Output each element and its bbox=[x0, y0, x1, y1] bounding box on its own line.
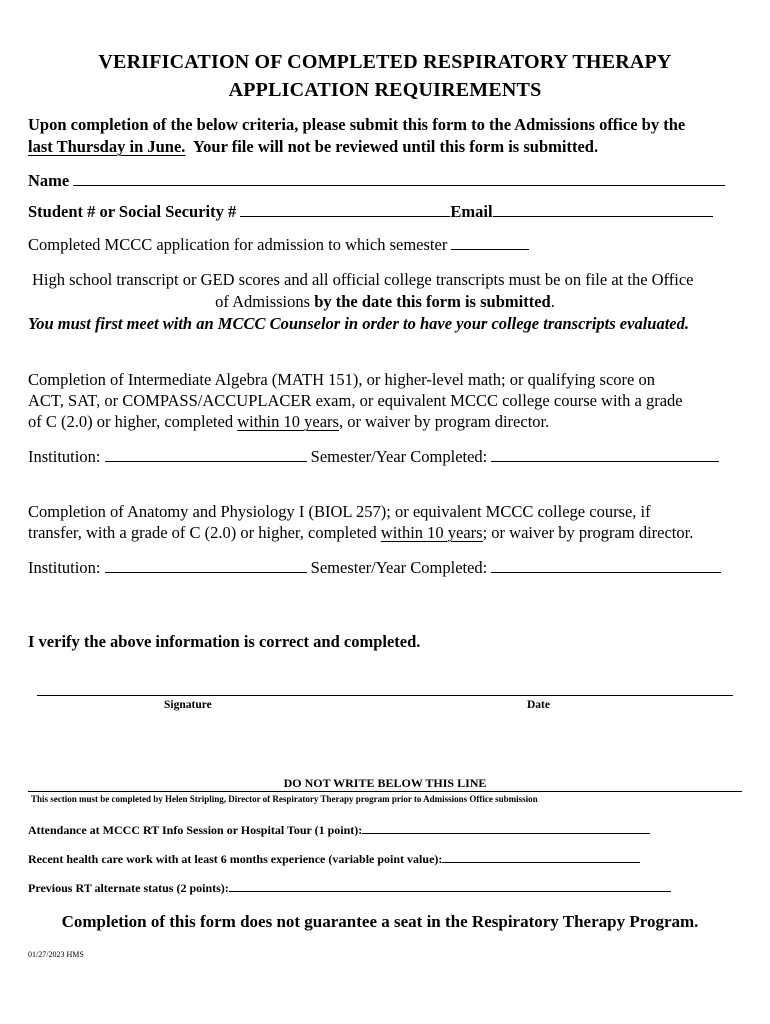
signature-date-line[interactable] bbox=[37, 695, 733, 696]
math-line-3 bbox=[28, 412, 549, 432]
transcripts-line-2-c: . bbox=[550, 292, 555, 311]
math-semester-field[interactable] bbox=[491, 447, 719, 462]
student-number-label: Student # or Social Security # bbox=[28, 202, 241, 221]
math-within-10-years: within 10 years bbox=[237, 412, 339, 431]
alternate-row bbox=[28, 880, 671, 896]
transcripts-deadline-text: by the date this form is submitted bbox=[314, 292, 551, 311]
email-field[interactable] bbox=[493, 202, 713, 217]
anatomy-semester-label: Semester/Year Completed: bbox=[306, 558, 492, 577]
transcripts-line-1: High school transcript or GED scores and all official college transcripts must be on file at the Office bbox=[32, 270, 694, 289]
anatomy-institution-row bbox=[28, 558, 721, 578]
anatomy-line-2-c: ; or waiver by program director. bbox=[482, 523, 694, 542]
anatomy-line-1: Completion of Anatomy and Physiology I (BIOL 257); or equivalent MCCC college course, if bbox=[28, 502, 651, 521]
anatomy-institution-label: Institution: bbox=[28, 558, 105, 577]
name-label: Name bbox=[28, 171, 74, 190]
math-line-3-c: , or waiver by program director. bbox=[338, 412, 550, 431]
student-number-field[interactable] bbox=[240, 202, 450, 217]
anatomy-semester-field[interactable] bbox=[491, 558, 721, 573]
alternate-label: Previous RT alternate status (2 points): bbox=[28, 881, 229, 895]
healthcare-row bbox=[28, 851, 640, 867]
disclaimer: Completion of this form does not guarantee a seat in the Respiratory Therapy Program. bbox=[61, 912, 699, 931]
intro-line-1: Upon completion of the below criteria, please submit this form to the Admissions office by the bbox=[28, 115, 686, 134]
intro-line-2-rest: Your file will not be reviewed until this form is submitted. bbox=[185, 137, 599, 156]
form-title-line-2: APPLICATION REQUIREMENTS bbox=[228, 79, 542, 101]
footer-code: 01/27/2023 HMS bbox=[28, 950, 84, 959]
deadline-text: last Thursday in June. bbox=[28, 137, 186, 156]
attendance-field[interactable] bbox=[362, 822, 650, 834]
attendance-label: Attendance at MCCC RT Info Session or Hospital Tour (1 point): bbox=[28, 823, 363, 837]
office-section-note: This section must be completed by Helen Stripling, Director of Respiratory Therapy program prior to Admissions Office submission bbox=[31, 794, 538, 804]
math-institution-label: Institution: bbox=[28, 447, 105, 466]
name-field[interactable] bbox=[73, 171, 725, 186]
math-line-3-a: of C (2.0) or higher, completed bbox=[28, 412, 238, 431]
verify-statement: I verify the above information is correct and completed. bbox=[28, 632, 421, 651]
form-title-line-1: VERIFICATION OF COMPLETED RESPIRATORY THERAPY bbox=[98, 51, 672, 73]
math-semester-label: Semester/Year Completed: bbox=[306, 447, 492, 466]
anatomy-line-2 bbox=[28, 523, 693, 543]
anatomy-line-2-a: transfer, with a grade of C (2.0) or higher, completed bbox=[28, 523, 381, 542]
anatomy-within-10-years: within 10 years bbox=[380, 523, 483, 542]
email-label: Email bbox=[450, 202, 493, 221]
signature-label: Signature bbox=[164, 699, 212, 711]
anatomy-institution-field[interactable] bbox=[105, 558, 307, 573]
name-row bbox=[28, 171, 725, 191]
transcripts-line-2 bbox=[0, 292, 770, 312]
student-email-row bbox=[28, 202, 713, 222]
math-line-1: Completion of Intermediate Algebra (MATH 151), or higher-level math; or qualifying score on bbox=[28, 370, 655, 389]
do-not-write-heading: DO NOT WRITE BELOW THIS LINE bbox=[283, 776, 487, 790]
application-semester-field[interactable] bbox=[451, 235, 529, 250]
healthcare-field[interactable] bbox=[442, 851, 640, 863]
application-row bbox=[28, 235, 529, 255]
counselor-note: You must first meet with an MCCC Counselor in order to have your college transcripts evaluated. bbox=[28, 314, 689, 333]
math-institution-field[interactable] bbox=[105, 447, 307, 462]
math-line-2: ACT, SAT, or COMPASS/ACCUPLACER exam, or equivalent MCCC college course with a grade bbox=[28, 391, 683, 410]
transcripts-line-2-a: of Admissions bbox=[215, 292, 315, 311]
application-label: Completed MCCC application for admission to which semester bbox=[28, 235, 452, 254]
office-divider bbox=[28, 791, 742, 792]
intro-line-2 bbox=[28, 137, 598, 157]
healthcare-label: Recent health care work with at least 6 months experience (variable point value): bbox=[28, 852, 443, 866]
attendance-row bbox=[28, 822, 650, 838]
date-label: Date bbox=[527, 699, 550, 711]
math-institution-row bbox=[28, 447, 719, 467]
alternate-field[interactable] bbox=[229, 880, 671, 892]
